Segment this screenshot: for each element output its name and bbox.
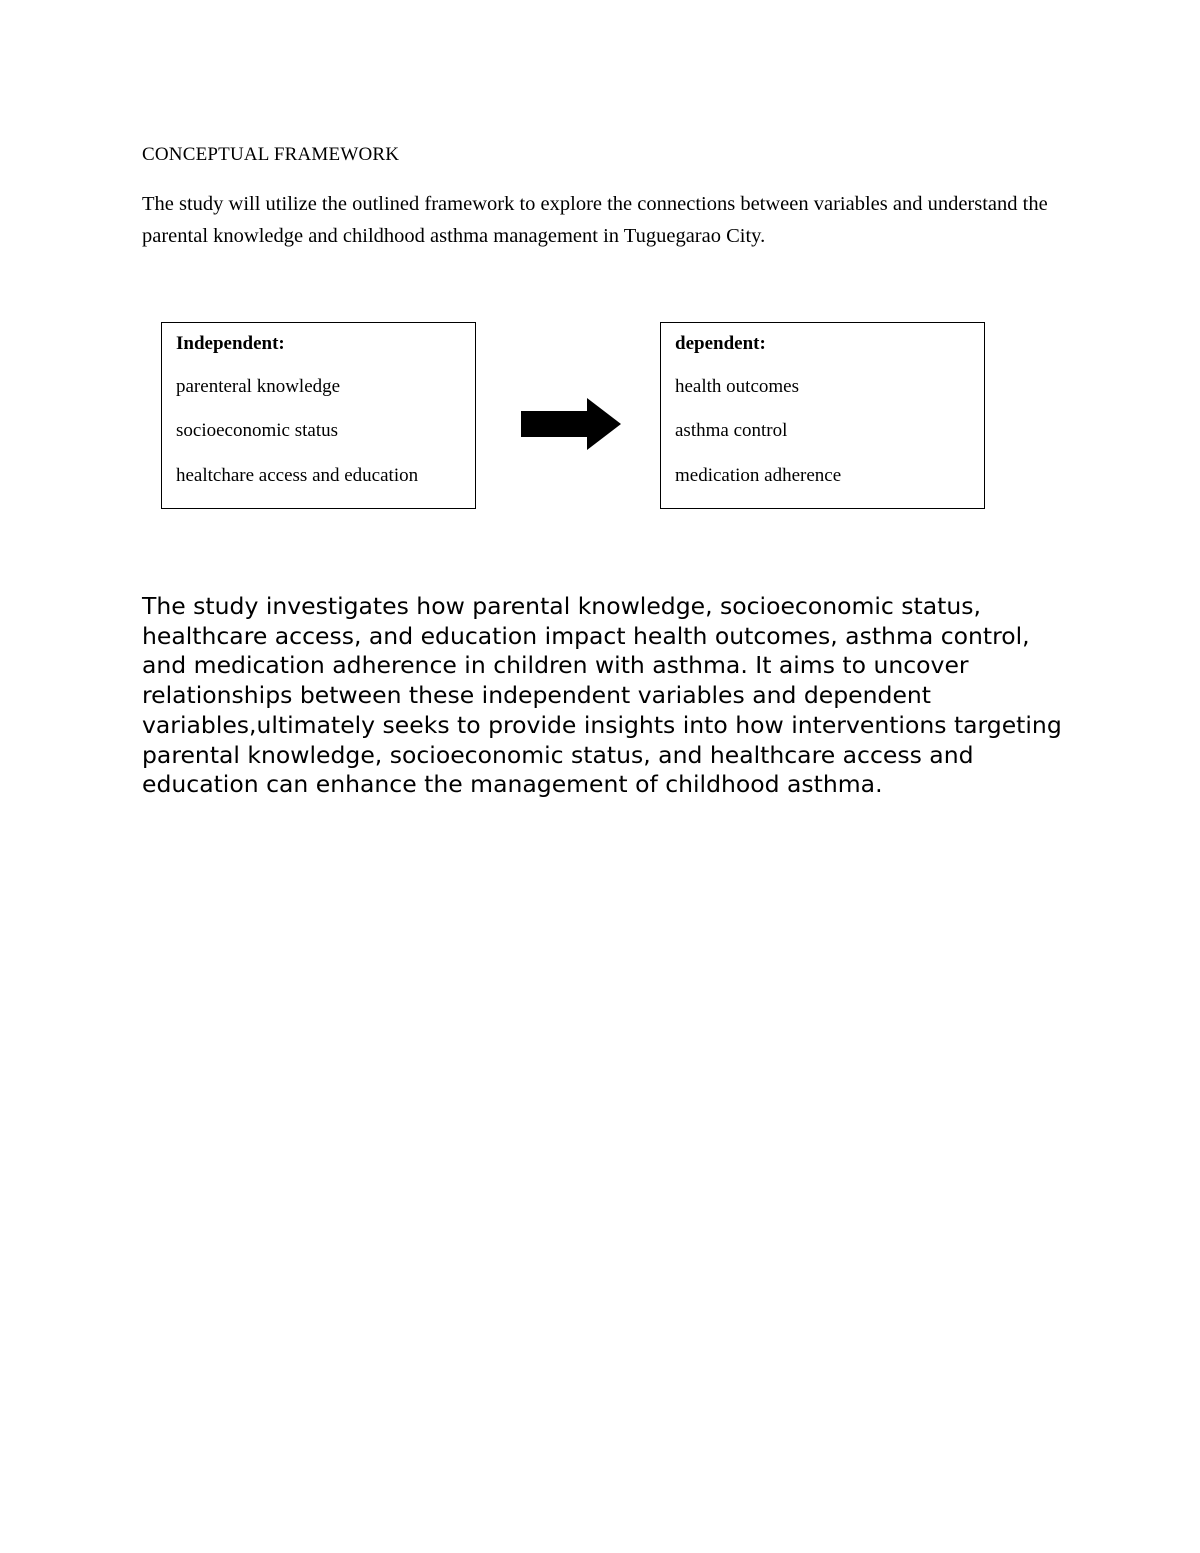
dependent-item-asthma-control: asthma control <box>675 420 788 441</box>
independent-item-healthcare-access: healtchare access and education <box>176 465 419 486</box>
dependent-item-medication-adherence: medication adherence <box>675 465 842 486</box>
page-title: CONCEPTUAL FRAMEWORK <box>142 144 400 165</box>
independent-item-parental-knowledge: parenteral knowledge <box>176 376 341 397</box>
independent-variables-box <box>161 322 476 509</box>
arrow-right-icon <box>519 396 623 452</box>
dependent-variables-box <box>660 322 985 509</box>
summary-paragraph: The study investigates how parental knowledge, socioeconomic status, healthcare access, and education impact health outcomes, asthma control, and medication adherence in children with asthma. It aims to uncover relationships between these independent variables and dependent variables,ultimately seeks to provide insights into how interventions targeting parental knowledge, socioeconomic status, and healthcare access and education can enhance the management of childhood asthma. <box>142 592 1062 799</box>
independent-item-socioeconomic-status: socioeconomic status <box>176 420 338 441</box>
intro-paragraph: The study will utilize the outlined framework to explore the connections between variables and understand the parental knowledge and childhood asthma management in Tuguegarao City. <box>142 193 1048 247</box>
dependent-title: dependent: <box>675 333 766 354</box>
independent-title: Independent: <box>176 333 285 354</box>
dependent-item-health-outcomes: health outcomes <box>675 376 799 397</box>
